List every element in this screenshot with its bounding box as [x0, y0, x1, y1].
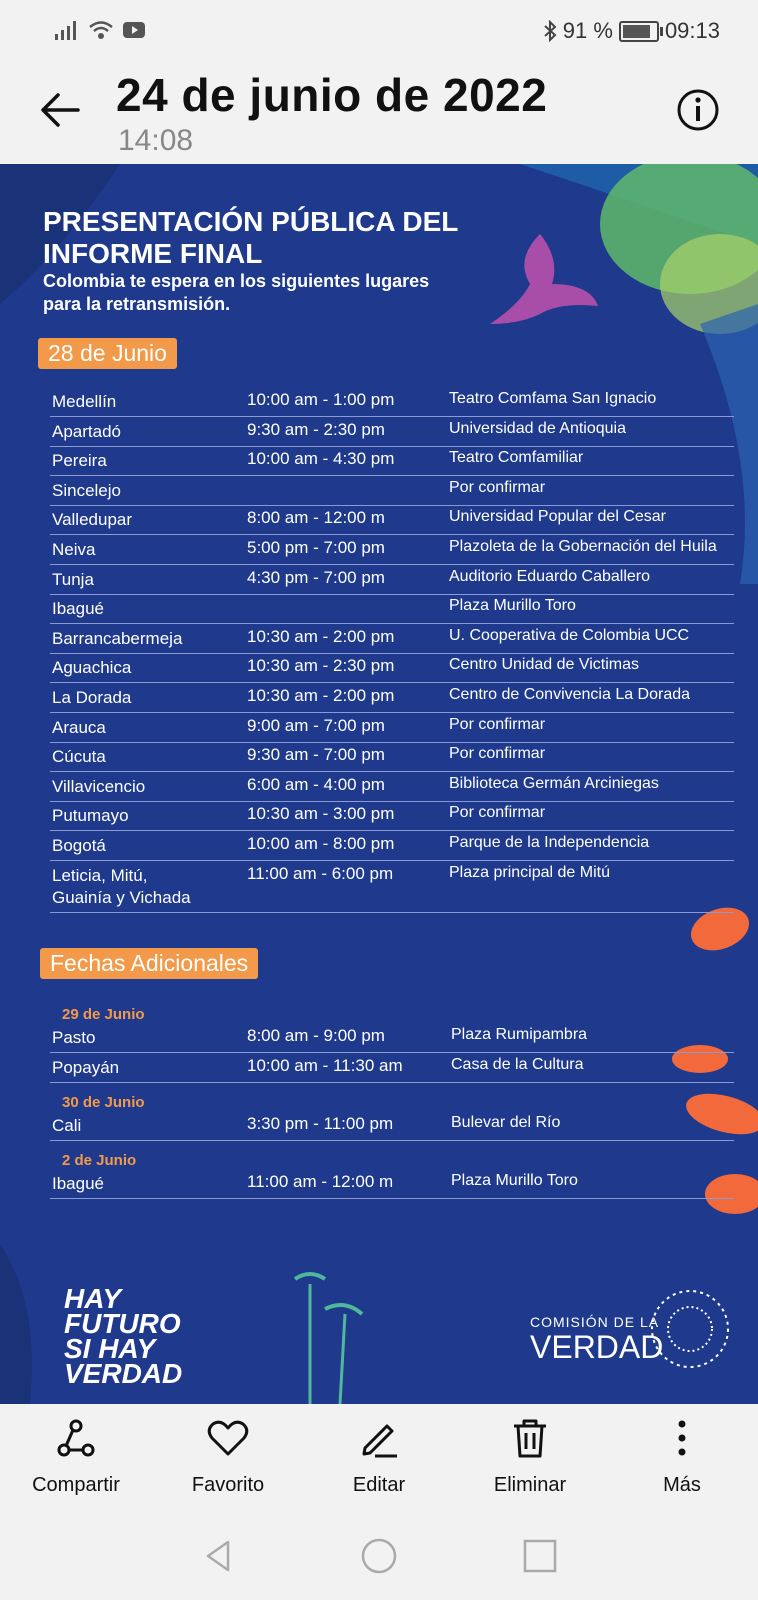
schedule-row	[50, 712, 734, 743]
row-venue: Teatro Comfamiliar	[449, 449, 584, 467]
schedule-row	[50, 682, 734, 713]
row-venue: U. Cooperativa de Colombia UCC	[449, 626, 690, 644]
schedule-row	[50, 800, 734, 831]
bottom-toolbar	[0, 1404, 758, 1514]
delete-label: Eliminar	[493, 1474, 567, 1496]
extra-date-label: 30 de Junio	[62, 1094, 145, 1111]
delete-button[interactable]	[460, 1416, 600, 1497]
row-city: Pasto	[52, 1028, 96, 1047]
row-city: Ibagué	[52, 599, 104, 619]
row-city: Barrancabermeja	[52, 628, 183, 648]
row-venue: Auditorio Eduardo Caballero	[449, 567, 651, 585]
more-label: Más	[663, 1474, 701, 1496]
row-city: Cúcuta	[52, 747, 106, 767]
more-button[interactable]	[612, 1416, 752, 1497]
favorite-label: Favorito	[191, 1474, 265, 1496]
hay-futuro-logo: HAY FUTURO SI HAY VERDAD	[64, 1283, 183, 1389]
clock: 09:13	[664, 18, 720, 43]
favorite-button[interactable]	[158, 1416, 298, 1497]
row-time: 3:30 pm - 11:00 pm	[247, 1114, 394, 1133]
row-time: 10:00 am - 1:00 pm	[247, 390, 395, 409]
share-label: Compartir	[32, 1474, 120, 1496]
row-time: 10:30 am - 3:00 pm	[247, 804, 395, 824]
row-venue: Bulevar del Río	[451, 1114, 561, 1131]
row-time: 5:00 pm - 7:00 pm	[247, 538, 385, 557]
extra-dates-tag: Fechas Adicionales	[40, 948, 258, 979]
row-venue: Plaza Rumipambra	[451, 1026, 588, 1043]
system-nav-bar	[0, 1514, 758, 1600]
schedule-row	[50, 652, 734, 683]
row-time: 11:00 am - 12:00 m	[247, 1172, 394, 1191]
row-venue: Por confirmar	[449, 715, 546, 733]
info-icon[interactable]	[676, 88, 720, 132]
row-venue: Por confirmar	[449, 745, 546, 763]
schedule-row	[50, 830, 734, 861]
row-time: 10:00 am - 8:00 pm	[247, 834, 395, 853]
row-time: 9:30 am - 7:00 pm	[247, 745, 385, 765]
share-icon	[54, 1416, 98, 1460]
bluetooth-icon	[543, 20, 557, 42]
row-time: 10:00 am - 4:30 pm	[247, 449, 395, 469]
back-arrow-icon[interactable]	[36, 86, 84, 134]
edit-icon	[357, 1416, 401, 1460]
row-venue: Plaza principal de Mitú	[449, 863, 610, 881]
schedule-row	[50, 534, 734, 565]
row-city: Popayán	[52, 1058, 120, 1077]
nav-back-icon[interactable]	[198, 1536, 238, 1576]
row-time: 8:00 am - 12:00 m	[247, 508, 385, 528]
extra-schedule-row	[50, 1022, 734, 1053]
row-venue: Plaza Murillo Toro	[449, 597, 576, 615]
share-button[interactable]	[6, 1416, 146, 1497]
row-time: 10:30 am - 2:00 pm	[247, 626, 395, 646]
schedule-row	[50, 593, 734, 624]
edit-label: Editar	[352, 1474, 406, 1496]
verdad-seal	[652, 1291, 728, 1367]
photo-date-title: 24 de junio de 2022	[116, 69, 548, 121]
schedule-row	[50, 741, 734, 772]
schedule-row	[50, 623, 734, 654]
schedule-row	[50, 416, 734, 447]
battery-percent: 91 %	[562, 18, 613, 43]
extra-date-label: 29 de Junio	[62, 1006, 145, 1023]
row-venue: Plazoleta de la Gobernación del Huila	[449, 538, 717, 555]
extra-schedule-row	[50, 1110, 734, 1141]
row-venue: Teatro Comfama San Ignacio	[449, 390, 657, 407]
row-time: 8:00 am - 9:00 pm	[247, 1026, 385, 1045]
trash-icon	[508, 1416, 552, 1460]
poster-image	[0, 164, 758, 1404]
photo-time: 14:08	[118, 124, 194, 157]
extra-date-label: 2 de Junio	[62, 1152, 137, 1169]
row-venue: Casa de la Cultura	[451, 1056, 584, 1073]
schedule-row	[50, 564, 734, 595]
row-venue: Universidad de Antioquia	[449, 419, 627, 437]
row-time: 4:30 pm - 7:00 pm	[247, 567, 385, 587]
row-city: Ibagué	[52, 1174, 104, 1193]
row-venue: Centro Unidad de Victimas	[449, 656, 640, 674]
status-bar	[0, 0, 758, 62]
schedule-row	[50, 504, 734, 535]
row-city: Cali	[52, 1116, 82, 1135]
row-venue: Por confirmar	[449, 804, 546, 822]
row-city: Putumayo	[52, 806, 129, 826]
row-venue: Plaza Murillo Toro	[451, 1172, 578, 1189]
more-icon	[660, 1416, 704, 1460]
row-venue: Universidad Popular del Cesar	[449, 508, 666, 526]
extra-schedule-row	[50, 1052, 734, 1083]
row-time: 9:30 am - 2:30 pm	[247, 419, 385, 439]
schedule-row	[50, 860, 734, 913]
row-city: Pereira	[52, 451, 107, 471]
schedule-row	[50, 771, 734, 802]
heart-icon	[206, 1416, 250, 1460]
row-venue: Biblioteca Germán Arciniegas	[449, 774, 659, 792]
signal-icon	[54, 20, 80, 40]
hummingbird-figure	[490, 234, 598, 324]
youtube-icon	[122, 21, 146, 39]
row-city: Tunja	[52, 569, 94, 589]
comision-verdad-logo: COMISIÓN DE LA VERDAD	[530, 1314, 664, 1365]
row-city: Leticia, Mitú,	[52, 865, 148, 885]
row-city: Valledupar	[52, 510, 133, 530]
schedule-row	[50, 445, 734, 476]
row-time: 10:30 am - 2:00 pm	[247, 686, 395, 705]
row-city: Sincelejo	[52, 480, 121, 500]
battery-icon	[619, 21, 659, 42]
row-city: La Dorada	[52, 688, 132, 707]
row-city: Aguachica	[52, 658, 132, 678]
row-time: 9:00 am - 7:00 pm	[247, 715, 385, 735]
row-venue: Parque de la Independencia	[449, 834, 650, 851]
row-time: 10:00 am - 11:30 am	[247, 1056, 403, 1075]
nav-recents-icon[interactable]	[520, 1536, 560, 1576]
row-time: 10:30 am - 2:30 pm	[247, 656, 395, 676]
poster-title: PRESENTACIÓN PÚBLICA DEL INFORME FINAL	[43, 206, 458, 269]
row-city: Bogotá	[52, 836, 106, 855]
row-city: Apartadó	[52, 421, 121, 441]
date-tag: 28 de Junio	[38, 338, 177, 369]
row-time: 11:00 am - 6:00 pm	[247, 863, 394, 883]
wifi-icon	[88, 20, 114, 40]
row-venue: Centro de Convivencia La Dorada	[449, 686, 691, 703]
schedule-row	[50, 475, 734, 506]
row-time: 6:00 am - 4:00 pm	[247, 774, 385, 794]
schedule-row	[50, 386, 734, 417]
row-venue: Por confirmar	[449, 478, 546, 496]
row-city: Arauca	[52, 717, 106, 737]
edit-button[interactable]	[309, 1416, 449, 1497]
row-city: Medellín	[52, 392, 117, 411]
row-city: Neiva	[52, 540, 96, 559]
extra-schedule-row	[50, 1168, 734, 1199]
row-city: Villavicencio	[52, 776, 146, 796]
poster-subtitle: Colombia te espera en los siguientes lugares para la retransmisión.	[43, 271, 430, 314]
row-city-line2: Guainía y Vichada	[52, 887, 191, 907]
nav-home-icon[interactable]	[359, 1536, 399, 1576]
viewer-header	[0, 62, 758, 162]
